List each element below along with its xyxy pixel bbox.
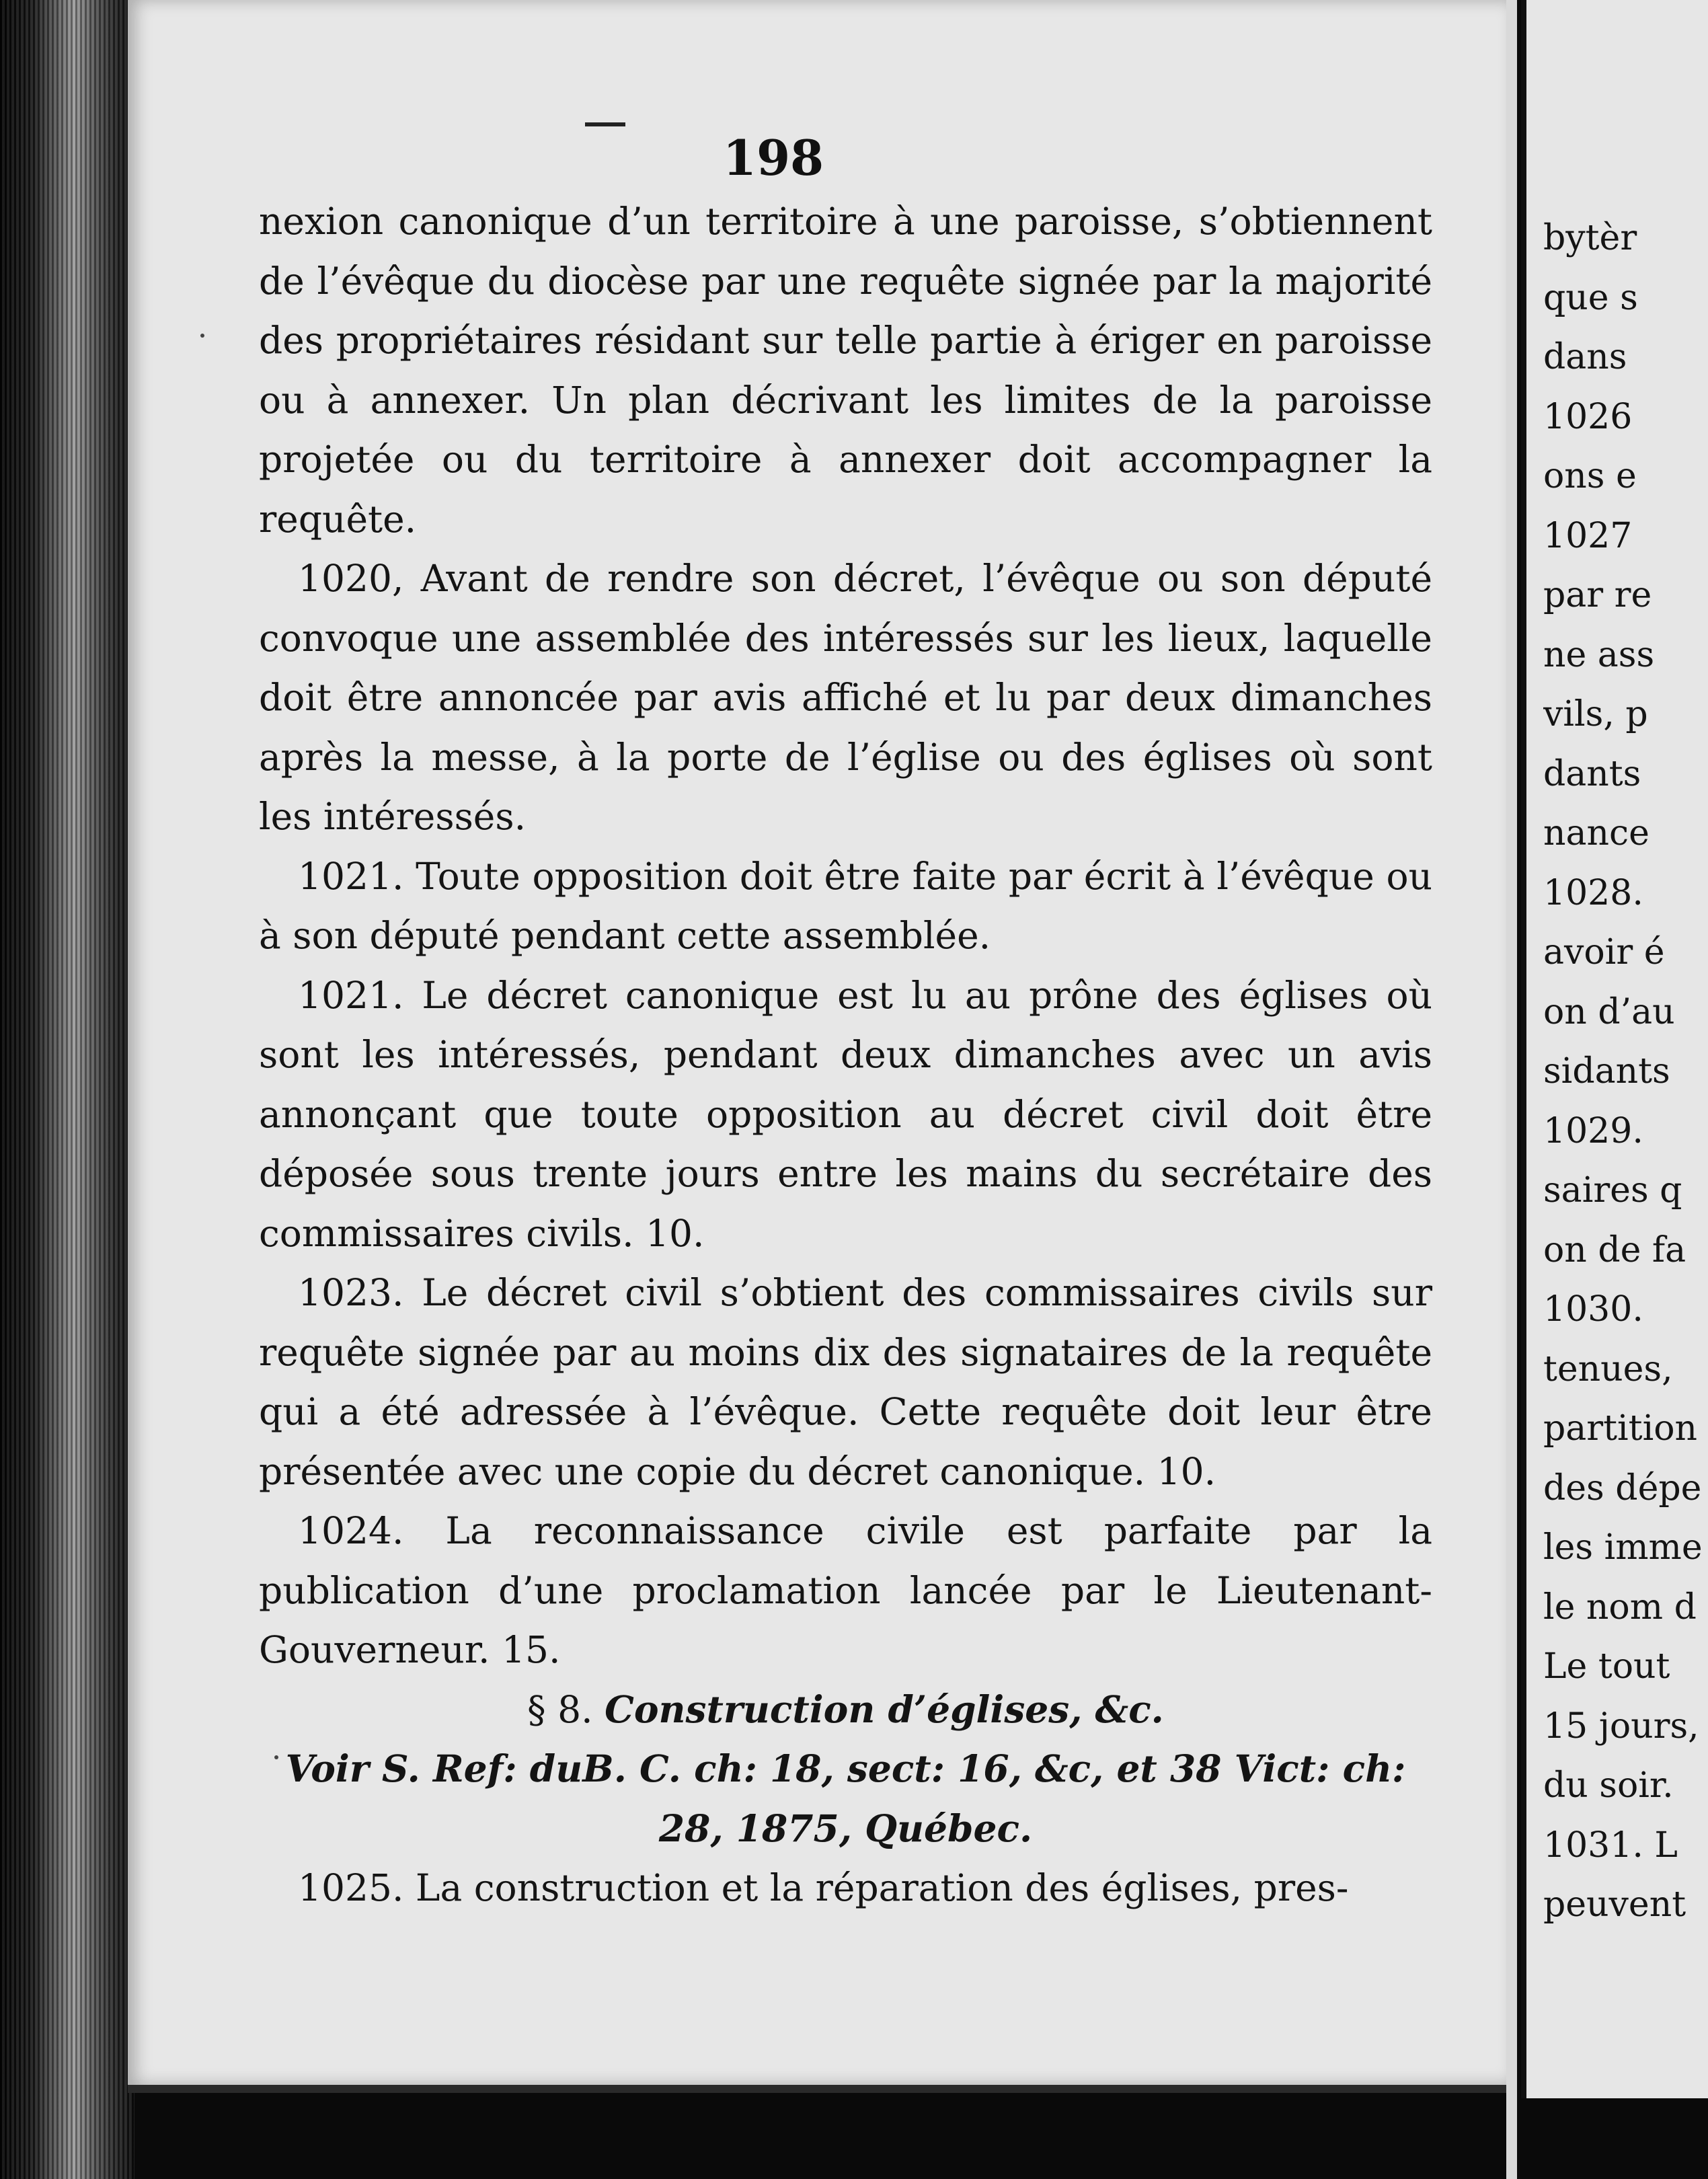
paragraph-1021-decret: 1021. Le décret canonique est lu au prône des églises où sont les intéressés, pendant deux dimanches avec un avis annonçant que toute opposition au décret civil doit être déposée sous trente jours entre les mains du secrétaire des commissaires civils. 10. [259, 973, 1432, 1255]
right-line: dans [1543, 337, 1627, 377]
right-line: dants [1543, 753, 1641, 794]
right-line: 1027 [1543, 515, 1633, 556]
right-line: sidants [1543, 1051, 1670, 1092]
section-heading [259, 1680, 1432, 1740]
right-line: 1026 [1543, 396, 1633, 437]
book-binding [0, 0, 134, 2179]
right-page-text [1543, 208, 1708, 1935]
page-number: 198 [722, 129, 824, 186]
right-line: 1031. L [1543, 1825, 1678, 1866]
ink-speck [200, 334, 204, 338]
right-line: on de fa [1543, 1229, 1686, 1270]
right-line: partition [1543, 1408, 1697, 1449]
reference-line-2: 28, 1875, Québec. [658, 1806, 1033, 1850]
right-line: par re [1543, 575, 1652, 615]
right-line: bytèr [1543, 218, 1637, 258]
right-line: le nom d [1543, 1587, 1697, 1628]
right-line: on d’au [1543, 991, 1675, 1032]
paragraph-continuation: nexion canonique d’un territoire à une paroisse, s’obtiennent de l’évêque du diocèse par une requête signée par la majorité des propriétaires résidant sur telle partie à ériger en paroisse ou à annexer. Un plan décrivant les limites de la paroisse projetée ou du territoire à annexer doit accompagner la requête. [259, 200, 1432, 541]
right-line: du soir. [1543, 1765, 1674, 1806]
paragraph-1023: 1023. Le décret civil s’obtient des commissaires civils sur requête signée par au moins dix des signataires de la requête qui a été adressée à l’évêque. Cette requête doit leur être présentée avec une copie du décret canonique. 10. [259, 1271, 1432, 1493]
right-line: ons e [1543, 456, 1637, 496]
right-line: 1028. [1543, 872, 1643, 913]
right-line: saires q [1543, 1170, 1682, 1211]
paragraph-1020: 1020, Avant de rendre son décret, l’évêque ou son député convoque une assemblée des intéressés sur les lieux, laquelle doit être annoncée par avis affiché et lu par deux dimanches après la messe, à la porte de l’église ou des églises où sont les intéressés. [259, 557, 1432, 838]
right-line: vils, p [1543, 694, 1648, 734]
page-gutter [1506, 0, 1517, 2179]
header-rule [585, 122, 625, 126]
right-line: tenues, [1543, 1348, 1673, 1389]
paragraph-1021-opposition: 1021. Toute opposition doit être faite par écrit à l’évêque ou à son député pendant cette assemblée. [259, 854, 1432, 957]
right-line: peuvent [1543, 1884, 1686, 1925]
paragraph-1024: 1024. La reconnaissance civile est parfaite par la publication d’une proclamation lancée par le Lieutenant-Gouverneur. 15. [259, 1509, 1432, 1671]
paragraph-1025: 1025. La construction et la réparation des églises, pres- [298, 1866, 1349, 1909]
page-body [259, 192, 1432, 1918]
right-line: avoir é [1543, 932, 1665, 972]
ink-speck [274, 1755, 278, 1759]
right-line: 1030. [1543, 1289, 1643, 1330]
right-line: ne ass [1543, 634, 1655, 675]
right-line: nance [1543, 813, 1649, 853]
reference-line-1: Voir S. Ref: duB. C. ch: 18, sect: 16, &c, et 38 Vict: ch: [285, 1747, 1406, 1790]
right-line: Le tout [1543, 1646, 1670, 1687]
right-line: 15 jours, [1543, 1706, 1699, 1747]
right-line: que s [1543, 277, 1638, 318]
page-edge [128, 2085, 1506, 2093]
right-line: 1029. [1543, 1110, 1643, 1151]
right-line: des dépe [1543, 1467, 1702, 1508]
section-title: Construction d’églises, &c. [605, 1687, 1164, 1731]
right-line: les imme [1543, 1527, 1703, 1568]
section-number: § 8. [527, 1687, 593, 1731]
